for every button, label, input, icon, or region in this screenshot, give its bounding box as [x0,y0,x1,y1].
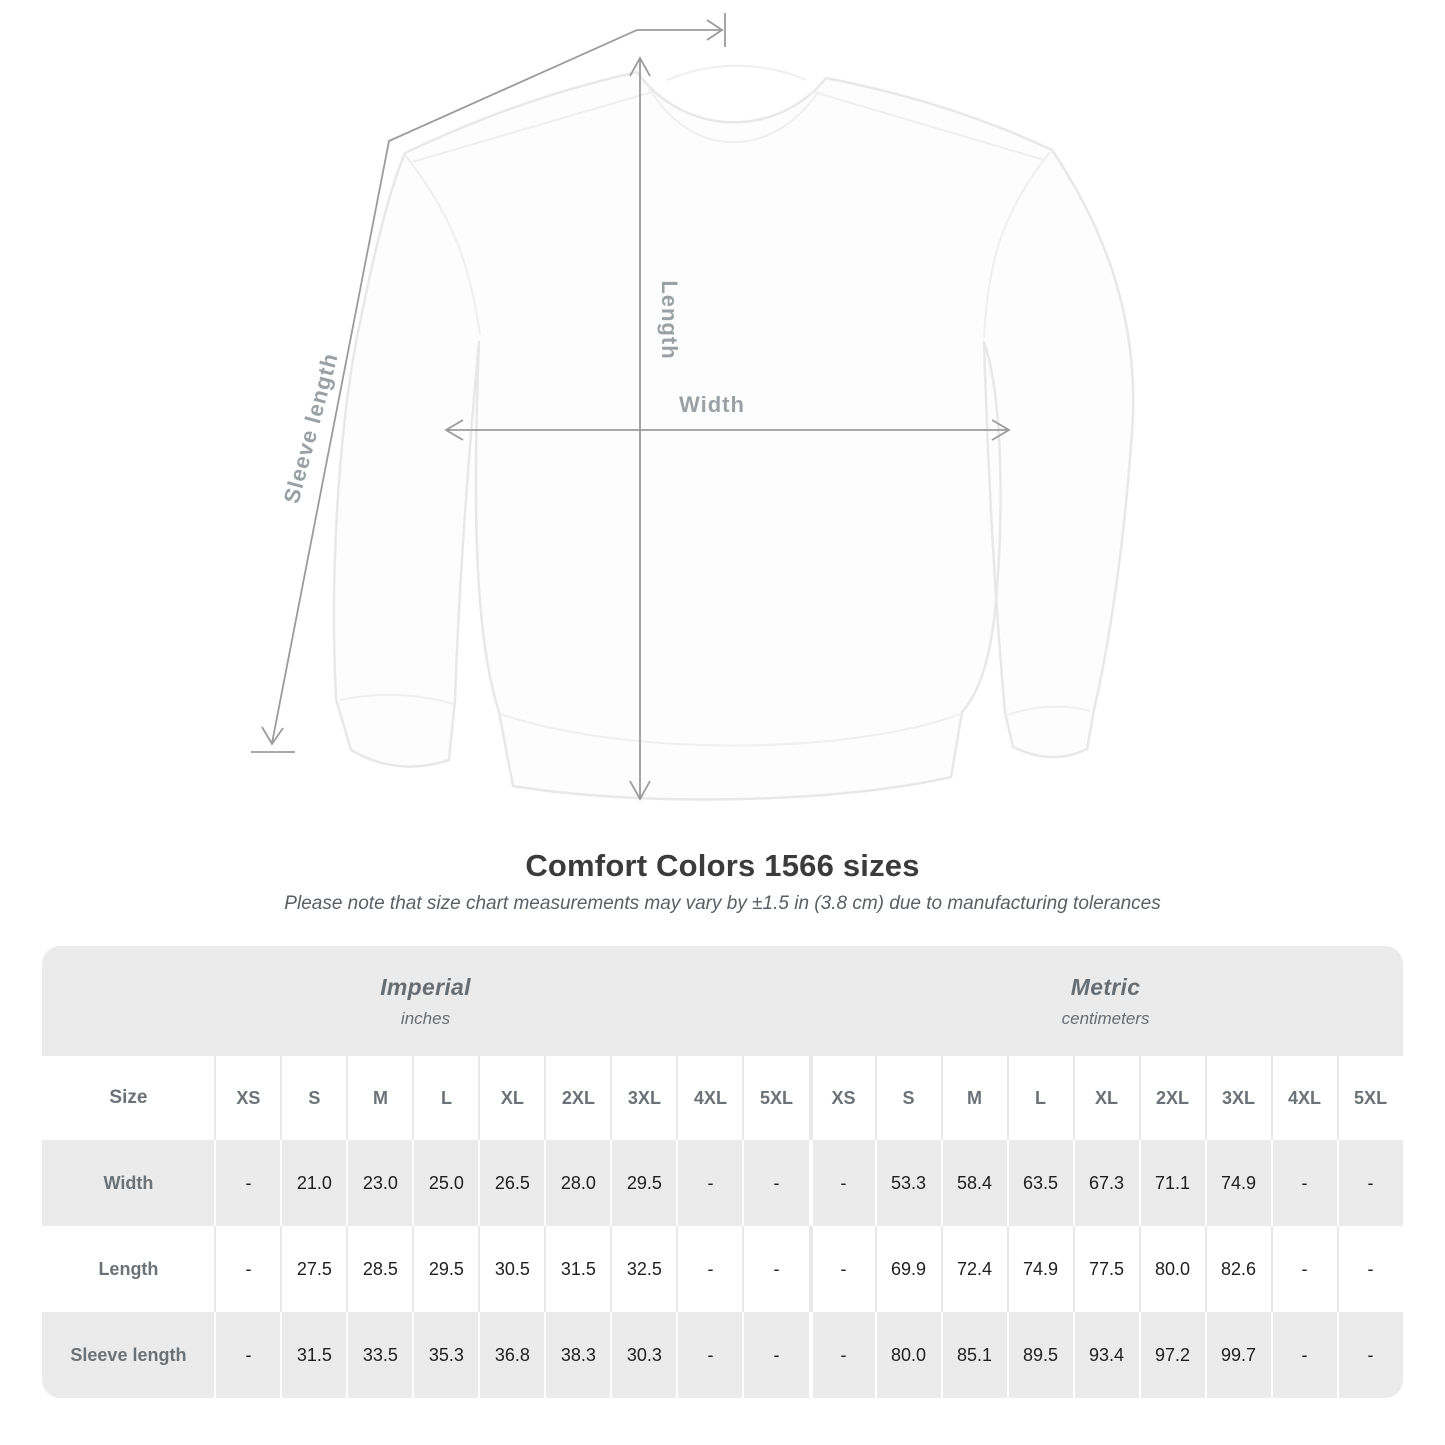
measurement-cell: 23.0 [346,1140,412,1226]
length-label: Length [657,280,682,360]
size-header-imperial: XS [214,1056,280,1140]
table-row-sleeve-length [42,1312,1402,1398]
size-header-metric: L [1007,1056,1073,1140]
page-title: Comfort Colors 1566 sizes [525,848,920,883]
size-header-imperial: L [412,1056,478,1140]
size-header-metric: 3XL [1205,1056,1271,1140]
measurement-cell: 69.9 [875,1226,941,1312]
measurement-cell: - [742,1312,808,1398]
measurement-cell: - [1337,1312,1403,1398]
measurement-cell: 21.0 [280,1140,346,1226]
size-header-metric: XL [1073,1056,1139,1140]
measurement-cell: 53.3 [875,1140,941,1226]
measurement-cell: - [214,1226,280,1312]
row-label-length: Length [42,1226,214,1312]
size-header-metric: XS [809,1056,875,1140]
measurement-cell: - [1271,1226,1337,1312]
measurement-cell: - [676,1312,742,1398]
measurement-cell: 35.3 [412,1312,478,1398]
row-label-sleeve-length: Sleeve length [42,1312,214,1398]
width-label: Width [679,392,745,417]
size-header-row [42,1056,1402,1140]
unit-band-row [42,946,1402,1056]
metric-header [809,946,1403,1056]
measurement-cell: 80.0 [1139,1226,1205,1312]
measurement-cell: 38.3 [544,1312,610,1398]
measurement-cell: - [809,1226,875,1312]
measurement-cell: - [214,1140,280,1226]
measurement-cell: 99.7 [1205,1312,1271,1398]
size-table [42,946,1402,1398]
measurement-cell: - [214,1312,280,1398]
imperial-header [42,946,808,1056]
measurement-cell: 32.5 [610,1226,676,1312]
table-row-width [42,1140,1402,1226]
measurement-cell: 63.5 [1007,1140,1073,1226]
measurement-cell: 28.0 [544,1140,610,1226]
measurement-cell: - [1337,1226,1403,1312]
size-header-imperial: M [346,1056,412,1140]
size-header-imperial: 5XL [742,1056,808,1140]
size-header-imperial: 2XL [544,1056,610,1140]
measurement-cell: - [676,1226,742,1312]
sweatshirt-silhouette [334,72,1133,799]
size-header-metric: S [875,1056,941,1140]
measurement-cell: - [1271,1312,1337,1398]
measurement-cell: 31.5 [280,1312,346,1398]
size-header-metric: 4XL [1271,1056,1337,1140]
measurement-cell: 74.9 [1205,1140,1271,1226]
measurement-cell: 97.2 [1139,1312,1205,1398]
imperial-unit: inches [400,1008,451,1028]
measurement-cell: - [742,1226,808,1312]
size-header-metric: M [941,1056,1007,1140]
measurement-cell: 29.5 [610,1140,676,1226]
measurement-cell: - [809,1140,875,1226]
measurement-cell: 77.5 [1073,1226,1139,1312]
size-header-imperial: 4XL [676,1056,742,1140]
size-header-metric: 2XL [1139,1056,1205,1140]
measurement-cell: - [1271,1140,1337,1226]
measurement-cell: 28.5 [346,1226,412,1312]
measurement-cell: 71.1 [1139,1140,1205,1226]
metric-unit: centimeters [1061,1008,1150,1028]
row-label-width: Width [42,1140,214,1226]
tolerance-note: Please note that size chart measurements may vary by ±1.5 in (3.8 cm) due to manufacturing tolerances [284,893,1161,914]
sleeve-length-label: Sleeve length [278,350,343,507]
measurement-cell: - [742,1140,808,1226]
measurement-cell: 67.3 [1073,1140,1139,1226]
measurement-cell: 30.5 [478,1226,544,1312]
size-header-imperial: S [280,1056,346,1140]
measurement-cell: 72.4 [941,1226,1007,1312]
measurement-cell: 58.4 [941,1140,1007,1226]
size-header-metric: 5XL [1337,1056,1403,1140]
measurement-cell: - [1337,1140,1403,1226]
measurement-cell: 30.3 [610,1312,676,1398]
measurement-cell: 33.5 [346,1312,412,1398]
size-header-imperial: XL [478,1056,544,1140]
measurement-cell: 25.0 [412,1140,478,1226]
measurement-cell: - [809,1312,875,1398]
size-column-header: Size [42,1056,214,1140]
measurement-cell: 26.5 [478,1140,544,1226]
measurement-cell: 80.0 [875,1312,941,1398]
measurement-cell: 31.5 [544,1226,610,1312]
table-row-length [42,1226,1402,1312]
measurement-cell: 74.9 [1007,1226,1073,1312]
measurement-cell: 82.6 [1205,1226,1271,1312]
measurement-cell: 85.1 [941,1312,1007,1398]
measurement-cell: 29.5 [412,1226,478,1312]
size-header-imperial: 3XL [610,1056,676,1140]
metric-title: Metric [1070,973,1141,1000]
measurement-cell: 89.5 [1007,1312,1073,1398]
measurement-cell: - [676,1140,742,1226]
imperial-title: Imperial [380,973,471,1000]
measurement-cell: 27.5 [280,1226,346,1312]
measurement-cell: 93.4 [1073,1312,1139,1398]
measurement-cell: 36.8 [478,1312,544,1398]
